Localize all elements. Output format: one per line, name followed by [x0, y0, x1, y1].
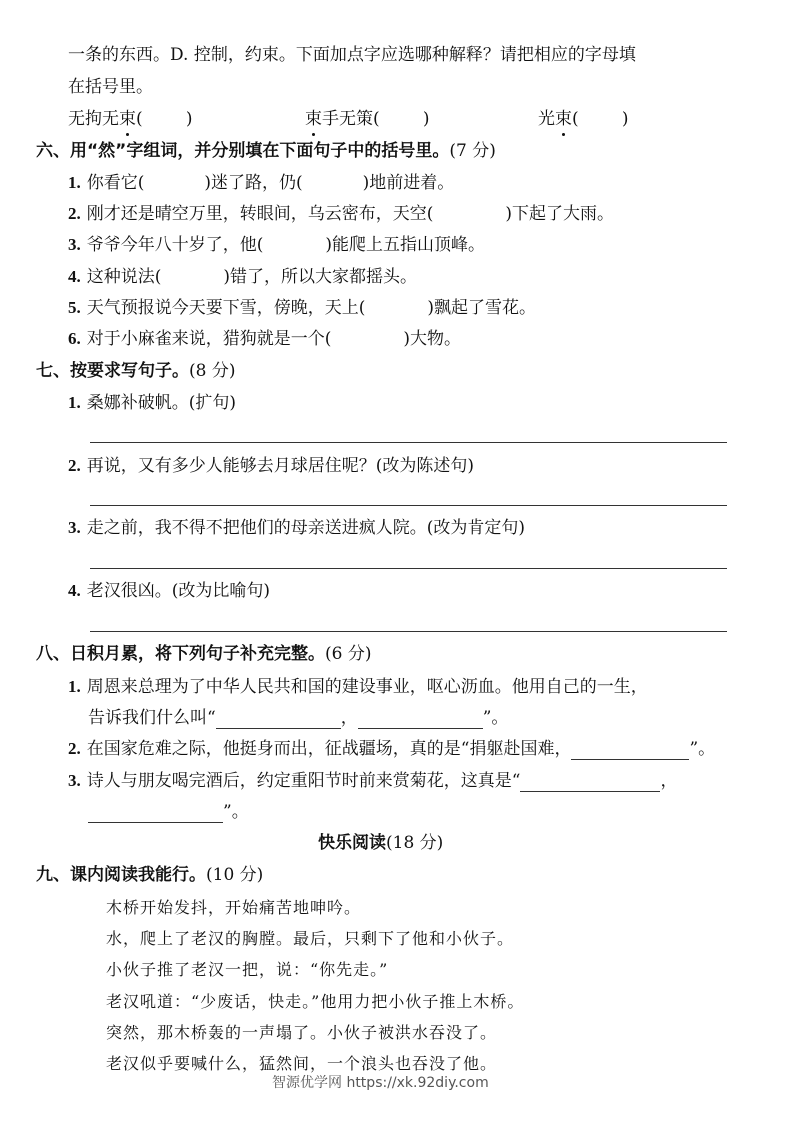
watermark: 智源优学网 https://xk.92diy.com — [272, 1075, 489, 1091]
intro-line-2: 在括号里。 — [68, 77, 153, 97]
s8-item-3: 3. 诗人与朋友喝完酒后，约定重阳节时前来赏菊花，这真是“ ， — [68, 771, 678, 791]
reading-line: 木桥开始发抖，开始痛苦地呻吟。 — [106, 898, 362, 917]
word-item: 光束( ) — [538, 109, 629, 129]
reading-section-title: 快乐阅读(18 分) — [318, 833, 444, 853]
reading-line: 小伙子推了老汉一把，说：“你先走。” — [106, 960, 389, 979]
dotted-char: 束 — [119, 109, 136, 129]
intro-line-1: 一条的东西。D. 控制，约束。下面加点字应选哪种解释？请把相应的字母填 — [68, 45, 636, 65]
section-points: (10 分) — [206, 865, 264, 885]
section-8-heading: 八、日积月累，将下列句子补充完整。(6 分) — [36, 644, 372, 664]
s6-item-5: 5. 天气预报说今天要下雪，傍晚，天上( )飘起了雪花。 — [68, 298, 537, 318]
s7-item-4: 4. 老汉很凶。(改为比喻句) — [68, 581, 271, 601]
answer-line[interactable] — [90, 568, 727, 569]
section-9-heading: 九、课内阅读我能行。(10 分) — [36, 865, 264, 885]
fill-blank[interactable] — [571, 741, 689, 760]
s7-item-2: 2. 再说，又有多少人能够去月球居住呢？(改为陈述句) — [68, 456, 475, 476]
word-item: 无拘无束( ) — [68, 109, 193, 129]
s8-item-2: 2. 在国家危难之际，他挺身而出，征战疆场，真的是“捐躯赴国难， ”。 — [68, 739, 716, 759]
s7-item-1: 1. 桑娜补破帆。(扩句) — [68, 393, 237, 413]
s6-item-2: 2. 刚才还是晴空万里，转眼间，乌云密布，天空( )下起了大雨。 — [68, 204, 615, 224]
section-points: (7 分) — [449, 141, 496, 161]
s6-item-1: 1. 你看它( )迷了路，仍( )地前进着。 — [68, 173, 455, 193]
dotted-char: 束 — [555, 109, 572, 129]
answer-line[interactable] — [90, 631, 727, 632]
section-7-heading: 七、按要求写句子。(8 分) — [36, 361, 236, 381]
dotted-char: 束 — [305, 109, 322, 129]
s6-item-3: 3. 爷爷今年八十岁了，他( )能爬上五指山顶峰。 — [68, 235, 486, 255]
section-6-heading: 六、用“然”字组词，并分别填在下面句子中的括号里。(7 分) — [36, 141, 496, 161]
fill-blank[interactable] — [216, 710, 341, 729]
s8-item-3-cont: ”。 — [88, 801, 249, 823]
section-points: (18 分) — [386, 833, 444, 853]
fill-blank[interactable] — [520, 773, 660, 792]
s6-item-4: 4. 这种说法( )错了，所以大家都摇头。 — [68, 267, 418, 287]
s8-item-1: 1. 周恩来总理为了中华人民共和国的建设事业，呕心沥血。他用自己的一生， — [68, 677, 648, 697]
fill-blank[interactable] — [88, 804, 223, 823]
s6-item-6: 6. 对于小麻雀来说，猎狗就是一个( )大物。 — [68, 329, 462, 349]
reading-line: 水，爬上了老汉的胸膛。最后，只剩下了他和小伙子。 — [106, 929, 515, 948]
section-points: (8 分) — [189, 361, 236, 381]
word-item: 束手无策( ) — [305, 109, 430, 129]
s7-item-3: 3. 走之前，我不得不把他们的母亲送进疯人院。(改为肯定句) — [68, 518, 526, 538]
reading-line: 老汉吼道：“少废话，快走。”他用力把小伙子推上木桥。 — [106, 992, 525, 1011]
answer-line[interactable] — [90, 505, 727, 506]
answer-line[interactable] — [90, 442, 727, 443]
reading-line: 突然，那木桥轰的一声塌了。小伙子被洪水吞没了。 — [106, 1023, 498, 1042]
section-points: (6 分) — [325, 644, 372, 664]
reading-line: 老汉似乎要喊什么，猛然间，一个浪头也吞没了他。 — [106, 1054, 498, 1073]
fill-blank[interactable] — [358, 710, 483, 729]
s8-item-1-cont: 告诉我们什么叫“ ， ”。 — [88, 708, 509, 728]
